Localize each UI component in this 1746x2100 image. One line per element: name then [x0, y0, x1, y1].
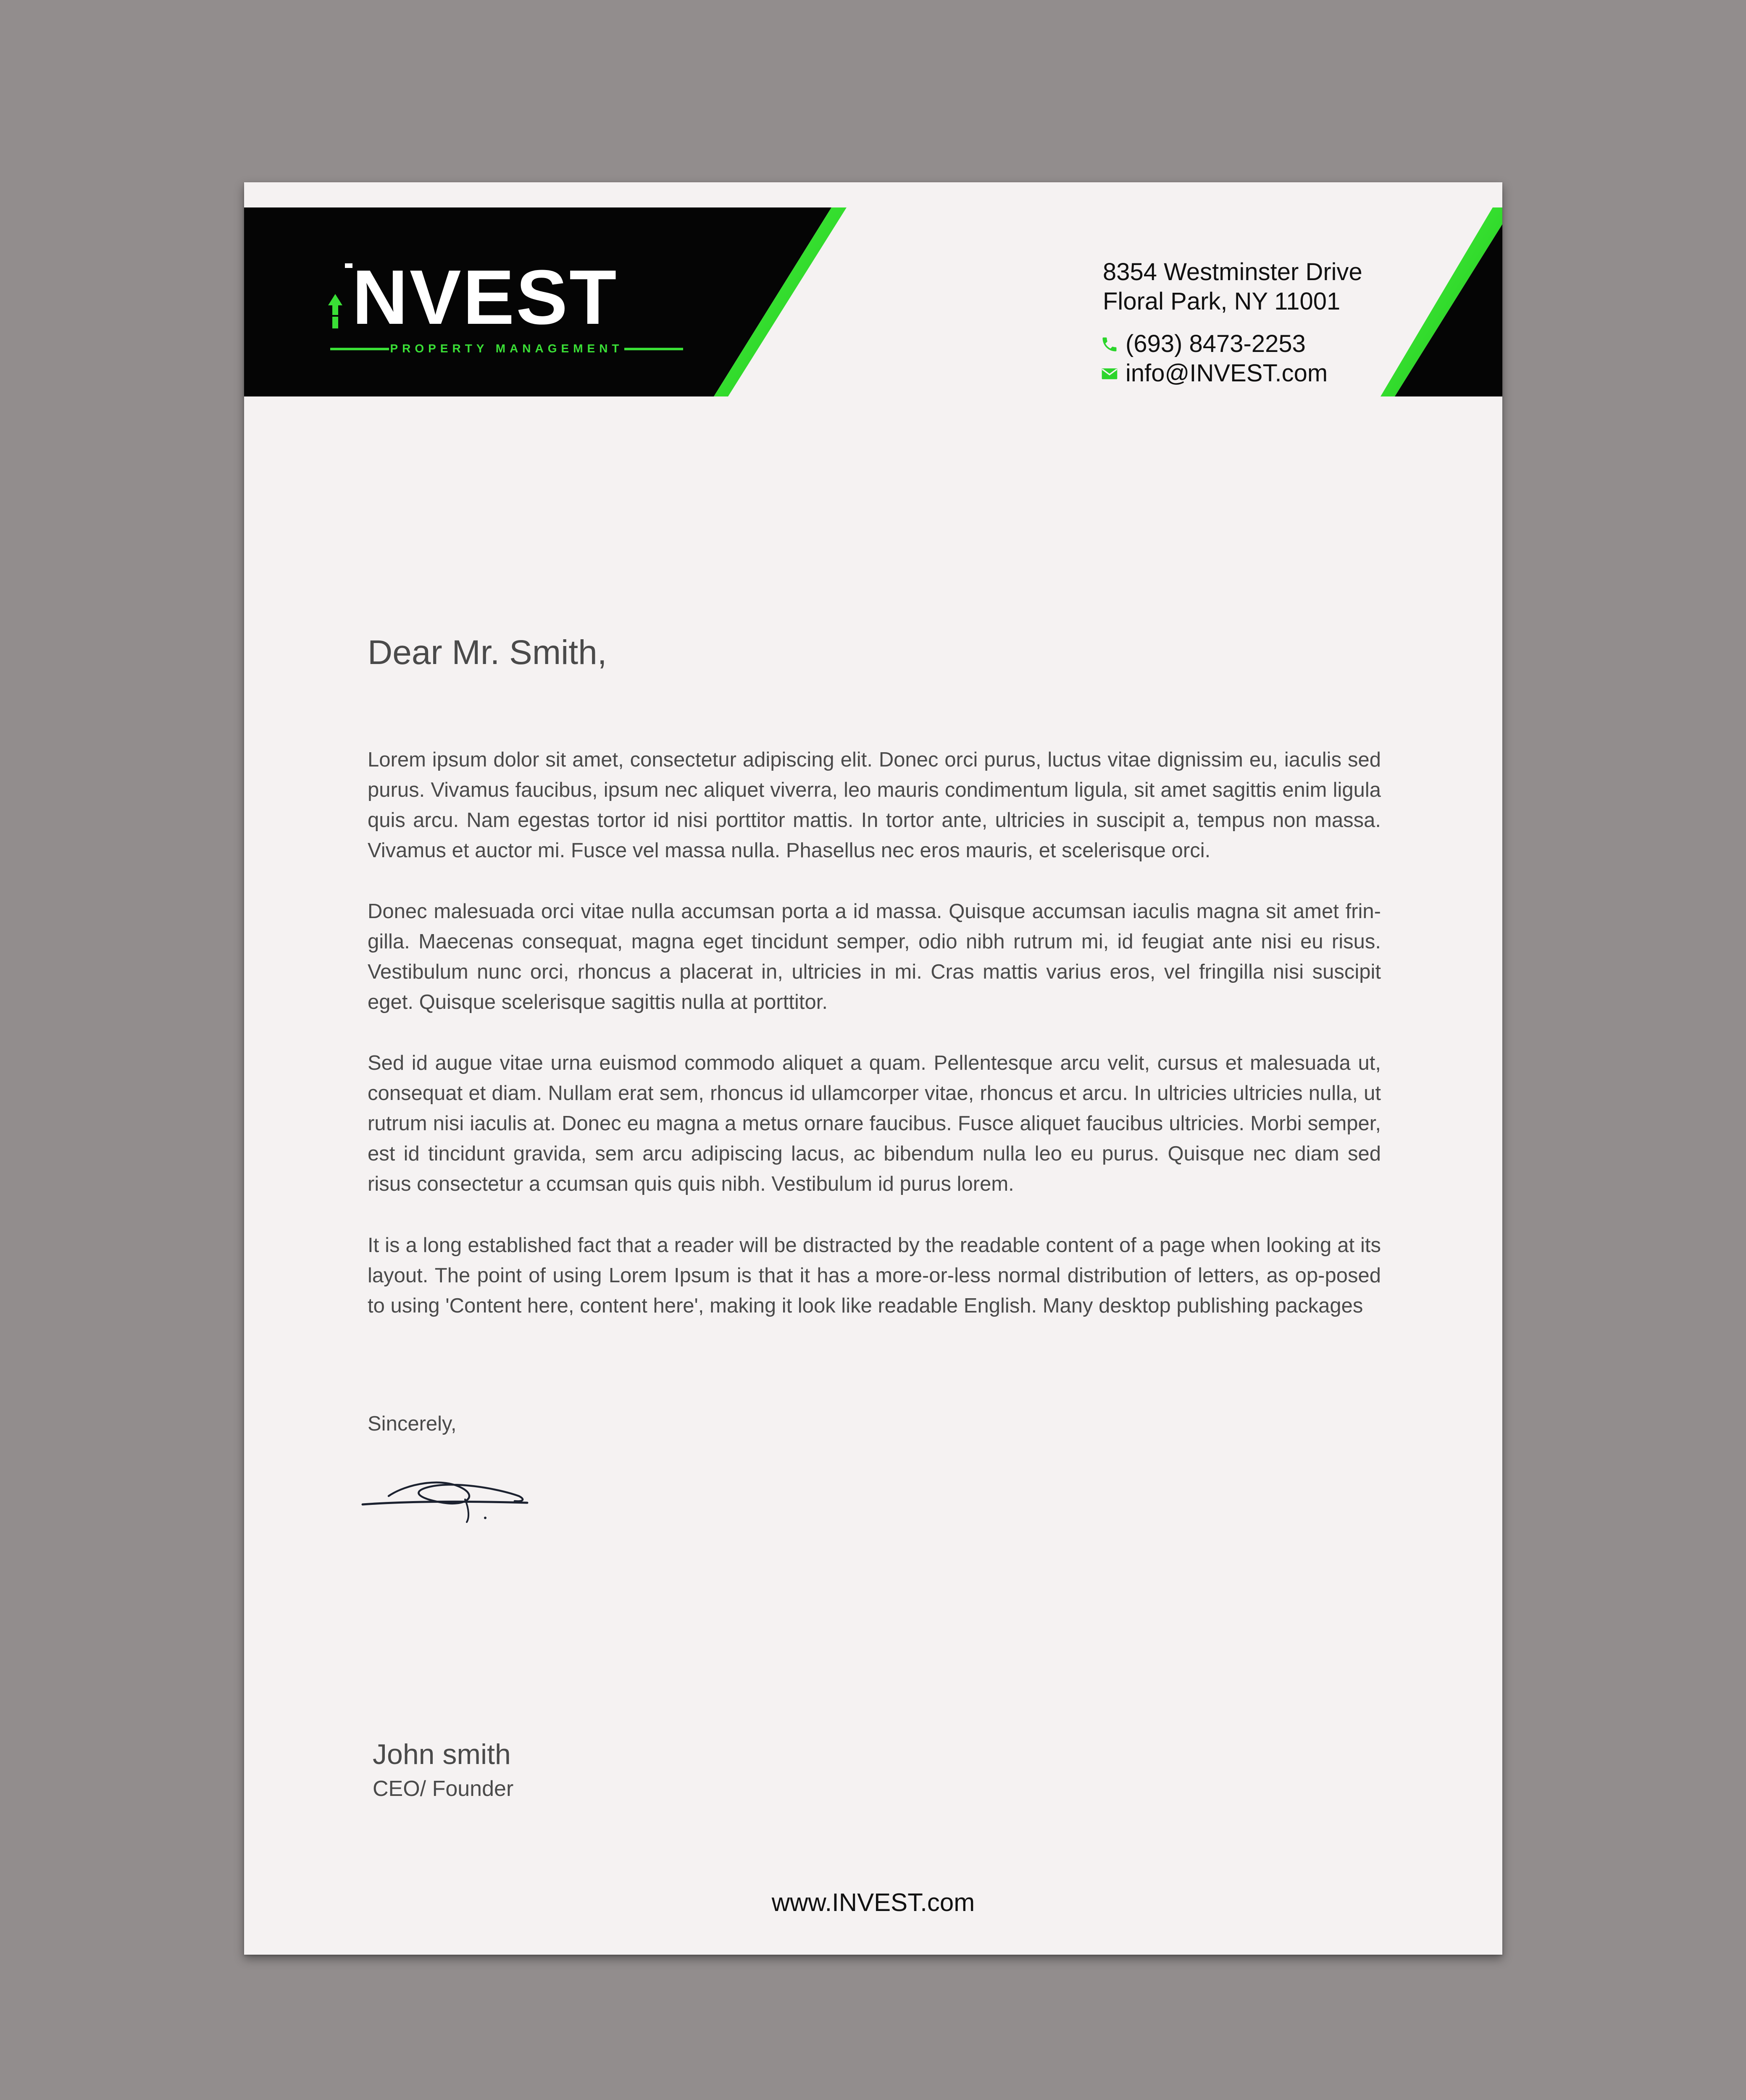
signer-name: John smith: [373, 1738, 511, 1770]
logo-tagline: PROPERTY MANAGEMENT: [390, 342, 623, 355]
salutation: Dear Mr. Smith,: [368, 633, 607, 672]
body-paragraph-3: Sed id augue vitae urna euismod commodo aliquet a quam. Pellentesque arcu velit, cursus et malesuada ut, consequat et diam. Nullam erat sem, rhoncus id ullamcorper vitae, rhoncus et arcu. In ultricies ultricies nulla, ut rutrum nisi iaculis at. Donec eu magna a metus ornare faucibus. Fusce aliquet faucibus ultricies. Morbi semper, est id tincidunt gravida, sem arcu adipiscing lacus, ac bibendum nulla leo eu purus. Quisque nec diam sed risus consectetur a ccumsan quis quis nibh. Vestibulum id purus lorem.: [368, 1052, 1381, 1195]
body-paragraph-2: Donec malesuada orci vitae nulla accumsan porta a id massa. Quisque accumsan iaculis magna sit amet frin-gilla. Maecenas consequat, magna eget tincidunt semper, odio nibh rutrum mi, id feugiat ante nisi eu risus. Vestibulum nunc orci, rhoncus a placerat in, ultricies in mi. Cras mattis varius eros, vel fringilla nisi suscipit eget. Quisque scelerisque sagittis nulla at porttitor.: [368, 900, 1381, 1013]
footer-website[interactable]: www.INVEST.com: [771, 1888, 975, 1916]
address-line-1: 8354 Westminster Drive: [1103, 258, 1362, 286]
letterhead-sheet: [244, 182, 1502, 1955]
signature-image: [359, 1459, 536, 1526]
address-line-2: Floral Park, NY 11001: [1103, 288, 1341, 315]
closing: Sincerely,: [368, 1412, 457, 1435]
body-paragraph-1: Lorem ipsum dolor sit amet, consectetur adipiscing elit. Donec orci purus, luctus vitae dignissim eu, iaculis sed purus. Vivamus faucibus, ipsum nec aliquet viverra, leo mauris condimentum ligula, sit amet sagittis enim ligula quis arcu. Nam egestas tortor id nisi porttitor mattis. In tortor ante, ultricies in suscipit a, tempus non massa. Vivamus et auctor mi. Fusce vel massa nulla. Phasellus nec eros mauris, et scelerisque orci.: [368, 748, 1381, 862]
envelope-icon: [1100, 365, 1119, 383]
logo-text: NVEST: [352, 254, 618, 340]
phone-icon: [1100, 335, 1119, 354]
email-address[interactable]: info@INVEST.com: [1125, 360, 1328, 387]
phone-number[interactable]: (693) 8473-2253: [1125, 330, 1306, 357]
signer-title: CEO/ Founder: [373, 1777, 514, 1801]
body-paragraph-4: It is a long established fact that a reader will be distracted by the readable content of a page when looking at its layout. The point of using Lorem Ipsum is that it has a more-or-less normal distribution of letters, as op-posed to using 'Content here, content here', making it look like readable English. Many desktop publishing packages: [368, 1234, 1381, 1317]
logo-wordmark: [326, 253, 618, 341]
